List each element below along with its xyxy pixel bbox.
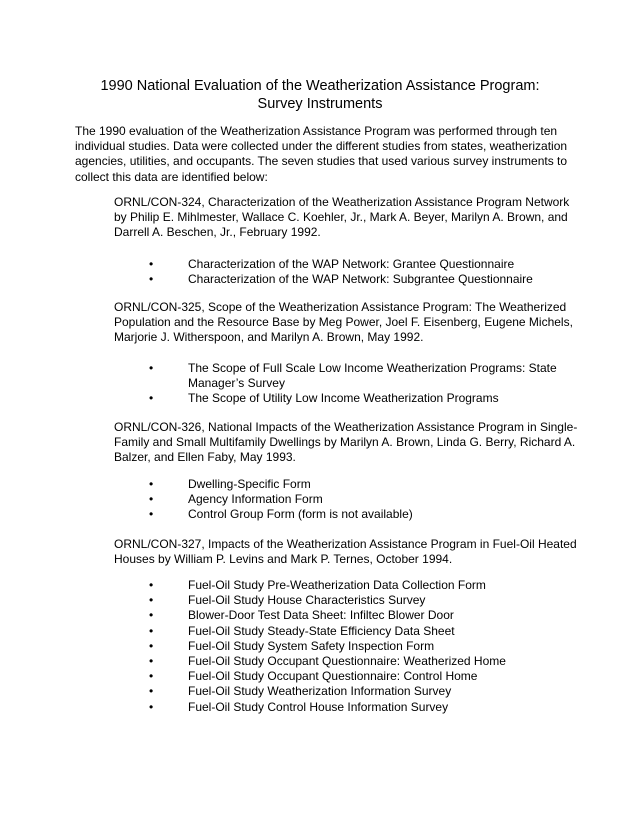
bullet-icon: •: [149, 608, 154, 623]
instrument-item: • Fuel-Oil Study Weatherization Information Survey: [149, 684, 452, 699]
bullet-icon: •: [149, 684, 154, 699]
instrument-item: • Fuel-Oil Study Occupant Questionnaire: Control Home: [149, 669, 478, 684]
page-title: [60, 77, 580, 113]
instrument-item: • Fuel-Oil Study Control House Information Survey: [149, 699, 449, 714]
bullet-icon: •: [149, 361, 154, 375]
bullet-icon: •: [149, 257, 154, 271]
bullet-icon: •: [149, 593, 154, 608]
instrument-item: • Fuel-Oil Study System Safety Inspection Form: [149, 638, 435, 653]
instrument-item: • Dwelling-Specific Form: [149, 477, 311, 491]
instrument-item: • Fuel-Oil Study Pre-Weatherization Data Collection Form: [149, 578, 486, 592]
study-citation-con-327: ORNL/CON-327, Impacts of the Weatherization Assistance Program in Fuel-Oil Heated Houses by William P. Levins and Mark P. Ternes, October 1994.: [114, 537, 577, 567]
instrument-list-con-327: [114, 578, 564, 715]
bullet-icon: •: [149, 669, 154, 684]
bullet-icon: •: [149, 507, 154, 522]
instrument-item: • Blower-Door Test Data Sheet: Infiltec Blower Door: [149, 608, 454, 623]
bullet-icon: •: [149, 654, 154, 669]
bullet-icon: •: [149, 477, 154, 491]
instrument-item: • Agency Information Form: [149, 492, 323, 507]
instrument-list-con-325: [114, 361, 564, 407]
instrument-list-con-326: [114, 477, 564, 523]
study-citation-con-326: ORNL/CON-326, National Impacts of the Weatherization Assistance Program in Single-Family and Small Multifamily Dwellings by Marilyn A. Brown, Linda G. Berry, Richard A. Balzer, and Ellen Faby, May 1993.: [114, 420, 578, 465]
bullet-icon: •: [149, 638, 154, 653]
bullet-icon: •: [149, 699, 154, 714]
page-title-line-2: Survey Instruments: [257, 96, 383, 112]
bullet-icon: •: [149, 623, 154, 638]
instrument-list-con-324: [114, 257, 564, 287]
bullet-icon: •: [149, 492, 154, 507]
instrument-item: • Control Group Form (form is not available): [149, 507, 413, 522]
page-title-line-1: 1990 National Evaluation of the Weatherization Assistance Program:: [100, 78, 540, 94]
bullet-icon: •: [149, 391, 154, 406]
instrument-item: • Fuel-Oil Study Occupant Questionnaire: Weatherized Home: [149, 654, 506, 669]
bullet-icon: •: [149, 578, 154, 592]
instrument-item: • Characterization of the WAP Network: Grantee Questionnaire: [149, 257, 515, 271]
instrument-item: • Fuel-Oil Study House Characteristics Survey: [149, 593, 426, 608]
bullet-icon: •: [149, 272, 154, 287]
intro-paragraph: The 1990 evaluation of the Weatherization Assistance Program was performed through ten individual studies. Data were collected under the different studies from states, weatherization agencies, utilities, and occupants. The seven studies that used various survey instruments to collect this data are identified below:: [75, 124, 568, 184]
instrument-item: • The Scope of Full Scale Low Income Weatherization Programs: State Manager’s Survey: [149, 361, 557, 391]
study-citation-con-324: ORNL/CON-324, Characterization of the Weatherization Assistance Program Network by Philip E. Mihlmester, Wallace C. Koehler, Jr., Mark A. Beyer, Marilyn A. Brown, and Darrell A. Beschen, Jr., February 1992.: [114, 195, 570, 240]
instrument-item: • Fuel-Oil Study Steady-State Efficiency Data Sheet: [149, 623, 455, 638]
study-citation-con-325: ORNL/CON-325, Scope of the Weatherization Assistance Program: The Weatherized Population and the Resource Base by Meg Power, Joel F. Eisenberg, Eugene Michels, Marjorie J. Witherspoon, and Marilyn A. Brown, May 1992.: [114, 300, 573, 345]
instrument-item: • The Scope of Utility Low Income Weatherization Programs: [149, 391, 499, 406]
instrument-item: • Characterization of the WAP Network: Subgrantee Questionnaire: [149, 272, 533, 287]
